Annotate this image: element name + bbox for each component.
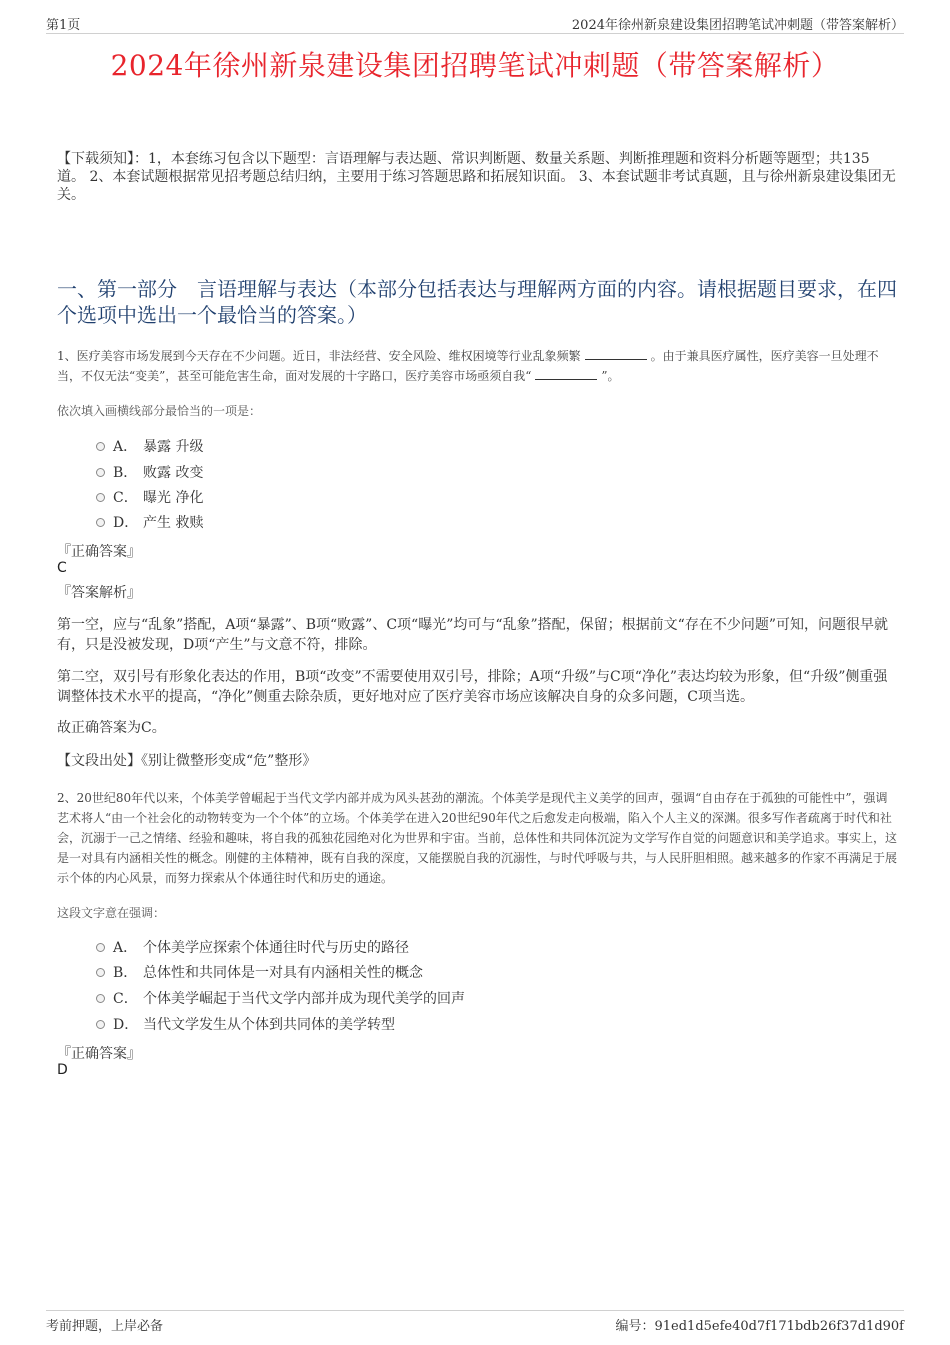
- q1-option-d[interactable]: [96, 512, 203, 532]
- q2-option-b[interactable]: [96, 962, 423, 982]
- option-text: 总体性和共同体是一对具有内涵相关性的概念: [143, 965, 423, 981]
- option-key: A．: [113, 940, 138, 956]
- q2-answer: D: [57, 1062, 68, 1078]
- download-notice: 【下载须知】：1，本套练习包含以下题型：言语理解与表达题、常识判断题、数量关系题、判断推理题和资料分析题等题型；共135道。 2、本套试题根据常见招考题总结归纳，主要用于练习答题思路和拓展知识面。 3、本套试题非考试真题，且与徐州新泉建设集团无关。: [57, 151, 896, 203]
- radio-icon[interactable]: [96, 968, 105, 977]
- option-key: D．: [113, 515, 139, 531]
- radio-icon[interactable]: [96, 442, 105, 451]
- document-title: 2024年徐州新泉建设集团招聘笔试冲刺题（带答案解析）: [110, 49, 840, 82]
- option-key: A．: [113, 439, 138, 455]
- radio-icon[interactable]: [96, 468, 105, 477]
- page-header: [46, 14, 904, 34]
- q1-source: 【文段出处】《别让微整形变成“危”整形》: [57, 753, 317, 769]
- q1-analysis-paragraph-1: 第一空，应与“乱象”搭配，A项“暴露”、B项“败露”、C项“曝光”均可与“乱象”搭配，保留；根据前文“存在不少问题”可知，问题很早就有，只是没被发现，D项“产生”与文意不符，排除。: [57, 617, 888, 653]
- option-key: C．: [113, 490, 138, 506]
- radio-icon[interactable]: [96, 1020, 105, 1029]
- section-title: 一、第一部分 言语理解与表达（本部分包括表达与理解两方面的内容。请根据题目要求，在四个选项中选出一个最恰当的答案。）: [57, 277, 897, 327]
- q1-analysis-paragraph-3: 故正确答案为C。: [57, 720, 166, 736]
- option-key: D．: [113, 1017, 139, 1033]
- q2-option-c[interactable]: [96, 988, 465, 1008]
- q1-stem-part-c: ”。: [601, 369, 620, 383]
- option-text: 个体美学应探索个体通往时代与历史的路径: [143, 940, 409, 956]
- fill-blank-2: [535, 367, 597, 380]
- q1-option-b[interactable]: [96, 462, 203, 482]
- q1-analysis-label: 『答案解析』: [57, 585, 141, 601]
- question-1-stem: [57, 346, 897, 386]
- question-2-stem: 2、20世纪80年代以来，个体美学曾崛起于当代文学内部并成为风头甚劲的潮流。个体美学是现代主义美学的回声，强调“自由存在于孤独的可能性中”，强调艺术将人“由一个社会化的动物转变为一个个体”的立场。个体美学在进入20世纪90年代之后愈发走向极端，陷入个人主义的深渊。很多写作者疏离于时代和社会，沉溺于一己之情绪、经验和趣味，将自我的孤独花园绝对化为世界和宇宙。当前，总体性和共同体沉淀为文学写作自觉的问题意识和美学追求。事实上，这是一对具有内涵相关性的概念。刚健的主体精神，既有自我的深度，又能摆脱自我的沉溺性，与时代呼吸与共，与人民肝胆相照。越来越多的作家不再满足于展示个体的内心风景，而努力探索从个体通往时代和历史的通途。: [57, 791, 898, 885]
- q2-prompt: 这段文字意在强调：: [57, 906, 166, 920]
- footer-slogan: 考前押题，上岸必备: [46, 1319, 164, 1334]
- page-number: 第1页: [46, 18, 81, 33]
- radio-icon[interactable]: [96, 943, 105, 952]
- footer-serial: 编号：91ed1d5efe40d7f171bdb26f37d1d90f: [615, 1319, 904, 1334]
- q1-analysis-paragraph-2: 第二空，双引号有形象化表达的作用，B项“改变”不需要使用双引号，排除；A项“升级”与C项“净化”表达均较为形象，但“升级”侧重强调整体技术水平的提高，“净化”侧重去除杂质，更好地对应了医疗美容市场应该解决自身的众多问题，C项当选。: [57, 669, 888, 705]
- radio-icon[interactable]: [96, 493, 105, 502]
- fill-blank-1: [585, 347, 647, 360]
- option-key: B．: [113, 965, 138, 981]
- option-key: C．: [113, 991, 138, 1007]
- q2-option-d[interactable]: [96, 1014, 395, 1034]
- q1-answer-label: 『正确答案』: [57, 544, 141, 560]
- q1-prompt: 依次填入画横线部分最恰当的一项是：: [57, 404, 262, 418]
- option-text: 产生 救赎: [143, 515, 204, 531]
- radio-icon[interactable]: [96, 994, 105, 1003]
- q2-answer-label: 『正确答案』: [57, 1046, 141, 1062]
- page-footer: [46, 1310, 904, 1334]
- q2-option-a[interactable]: [96, 937, 409, 957]
- option-text: 败露 改变: [143, 465, 204, 481]
- option-key: B．: [113, 465, 138, 481]
- q1-option-c[interactable]: [96, 487, 203, 507]
- header-doc-title: 2024年徐州新泉建设集团招聘笔试冲刺题（带答案解析）: [571, 18, 904, 33]
- option-text: 暴露 升级: [143, 439, 204, 455]
- q1-option-a[interactable]: [96, 436, 203, 456]
- option-text: 个体美学崛起于当代文学内部并成为现代美学的回声: [143, 991, 465, 1007]
- q1-stem-part-b: 。由于兼具医疗属性，医疗美容一旦处理不当，不仅无法“变美”，甚至可能危害生命，面对发展的十字路口，医疗美容市场亟须自我“: [57, 349, 879, 383]
- radio-icon[interactable]: [96, 518, 105, 527]
- option-text: 曝光 净化: [143, 490, 204, 506]
- q1-answer: C: [57, 560, 67, 576]
- q1-stem-part-a: 1、医疗美容市场发展到今天存在不少问题。近日，非法经营、安全风险、维权困境等行业乱象频繁: [57, 349, 581, 363]
- option-text: 当代文学发生从个体到共同体的美学转型: [143, 1017, 395, 1033]
